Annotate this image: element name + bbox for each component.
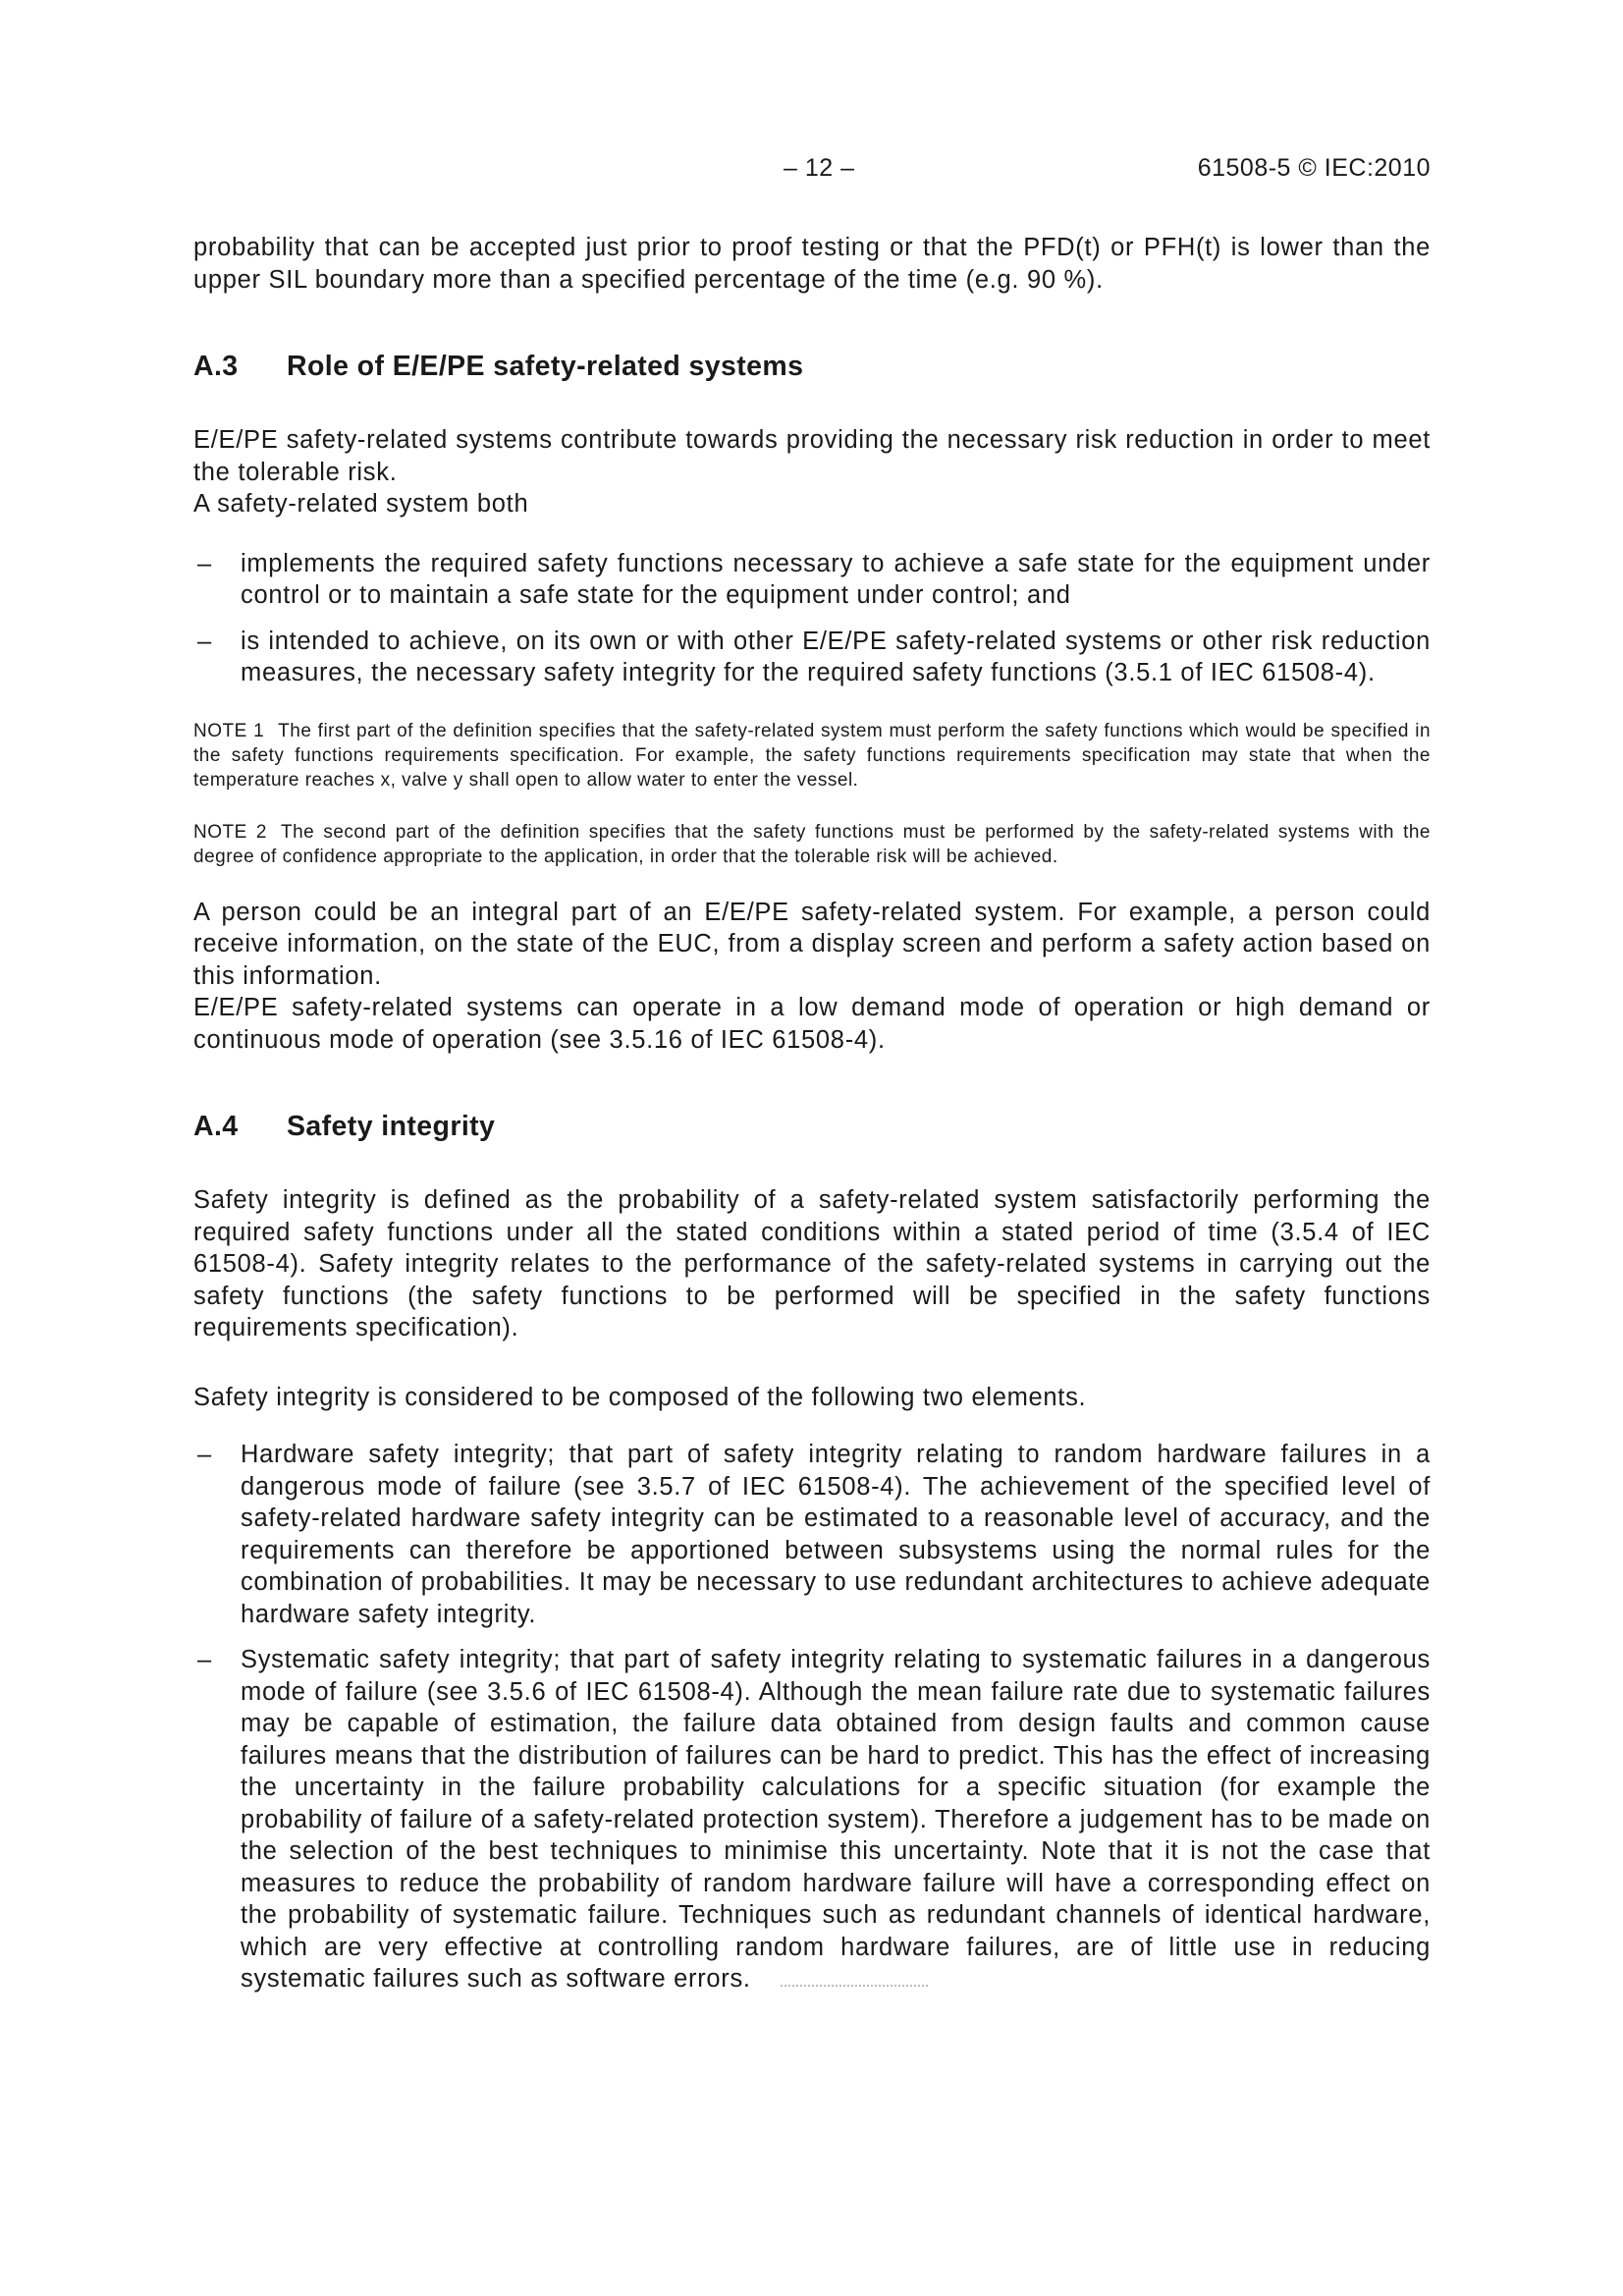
dash-bullet: –: [197, 549, 212, 577]
paragraph: A person could be an integral part of an E/E/PE safety-related system. For example, a person could receive information, on the state of the EUC, from a display screen and perform a safety action based on this information.: [193, 898, 1431, 990]
list-item: [193, 626, 1431, 689]
section-number: A.3: [193, 351, 239, 382]
section-title: Role of E/E/PE safety-related systems: [287, 351, 804, 382]
section-heading-a4: [193, 1111, 1431, 1143]
page-number: – 12 –: [784, 154, 855, 182]
section-heading-a3: [193, 351, 1431, 383]
note-text: The second part of the definition specifies that the safety functions must be performed by the safety-related systems with the degree of confidence appropriate to the application, in order that the tolerable risk will be achieved.: [193, 821, 1431, 867]
list-item-text: Systematic safety integrity; that part of safety integrity relating to systematic failures in a dangerous mode of failure (see 3.5.6 of IEC 61508-4). Although the mean failure rate due to systematic failures may be capable of estimation, the failure data obtained from design faults and common cause failures means that the distribution of failures can be hard to predict. This has the effect of increasing the uncertainty in the failure probability calculations for a specific situation (for example the probability of failure of a safety-related protection system). Therefore a judgement has to be made on the selection of the best techniques to minimise this uncertainty. Note that it is not the case that measures to reduce the probability of random hardware failure will have a corresponding effect on the probability of systematic failure. Techniques such as redundant channels of identical hardware, which are very effective at controlling random hardware failures, are of little use in reducing systematic failures such as software errors.: [241, 1646, 1431, 1993]
dash-bullet: –: [197, 1646, 212, 1673]
note-1: [193, 719, 1431, 793]
note-text: The first part of the definition specifies that the safety-related system must perform the safety functions which would be specified in the safety functions requirements specification. For example, the safety functions requirements specification may state that when the temperature reaches x, valve y shall open to allow water to enter the vessel.: [193, 720, 1432, 791]
list-item: [193, 1439, 1431, 1630]
list-item-text: Hardware safety integrity; that part of safety integrity relating to random hardware failures in a dangerous mode of failure (see 3.5.7 of IEC 61508-4). The achievement of the specified level of safety-related hardware safety integrity can be estimated to a reasonable level of accuracy, and the requirements can therefore be apportioned between subsystems using the normal rules for the combination of probabilities. It may be necessary to use redundant architectures to achieve adequate hardware safety integrity.: [241, 1441, 1431, 1628]
list-item-text: is intended to achieve, on its own or with other E/E/PE safety-related systems or other risk reduction measures, the necessary safety integrity for the required safety functions (3.5.1 of IEC 61508-4).: [241, 627, 1431, 686]
list-item: [193, 548, 1431, 612]
paragraph: A safety-related system both: [193, 490, 529, 518]
section-title: Safety integrity: [287, 1111, 496, 1142]
intro-paragraph: probability that can be accepted just prior to proof testing or that the PFD(t) or PFH(t) is lower than the upper SIL boundary more than a specified percentage of the time (e.g. 90 %).: [193, 234, 1431, 294]
page-content: [193, 232, 1431, 1995]
section-number: A.4: [193, 1111, 239, 1142]
list-item: [193, 1644, 1431, 1995]
paragraph: E/E/PE safety-related systems can operate in a low demand mode of operation or high demand or continuous mode of operation (see 3.5.16 of IEC 61508-4).: [193, 994, 1431, 1054]
paragraph: Safety integrity is considered to be composed of the following two elements.: [193, 1383, 1087, 1411]
dash-bullet: –: [197, 627, 212, 655]
bullet-list: [193, 1439, 1431, 1995]
paragraph: Safety integrity is defined as the probability of a safety-related system satisfactorily performing the required safety functions under all the stated conditions within a stated period of time (3.5.4 of IEC 61508-4). Safety integrity relates to the performance of the safety-related systems in carrying out the safety functions (the safety functions to be performed will be specified in the safety functions requirements specification).: [193, 1186, 1431, 1341]
paragraph: E/E/PE safety-related systems contribute towards providing the necessary risk reduction in order to meet the tolerable risk.: [193, 426, 1431, 486]
list-item-text: implements the required safety functions necessary to achieve a safe state for the equipment under control or to maintain a safe state for the equipment under control; and: [241, 549, 1431, 609]
scan-artifact-dots: [781, 1977, 928, 1987]
note-tag: NOTE 2: [193, 821, 267, 843]
note-2: [193, 820, 1431, 869]
note-tag: NOTE 1: [193, 720, 265, 741]
standard-reference: 61508-5 © IEC:2010: [1197, 154, 1431, 182]
bullet-list: [193, 548, 1431, 689]
dash-bullet: –: [197, 1441, 212, 1468]
